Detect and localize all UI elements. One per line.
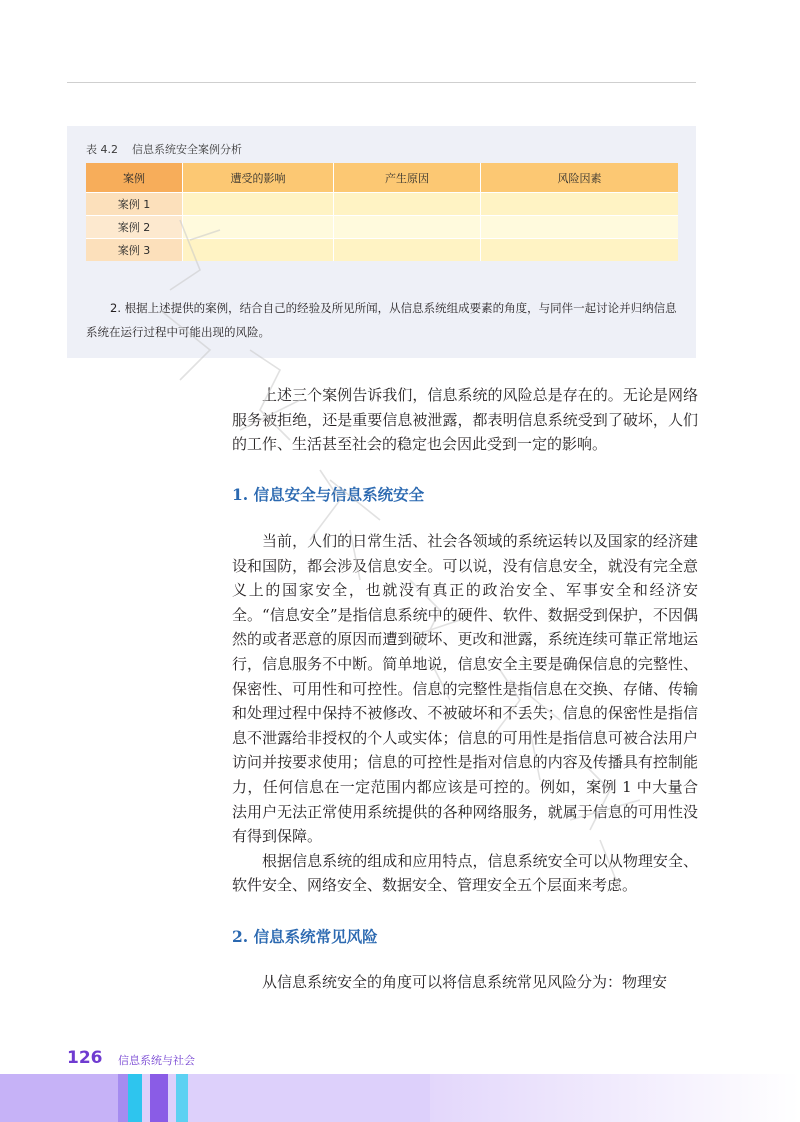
band-fade xyxy=(430,1074,800,1122)
table-caption xyxy=(86,141,242,157)
table-cell xyxy=(334,193,481,216)
header-cause: 产生原因 xyxy=(334,163,481,193)
section1-body xyxy=(232,529,698,898)
intro-paragraph xyxy=(232,383,698,457)
band-violet xyxy=(0,1074,130,1122)
table-row xyxy=(86,239,678,262)
header-risk-factor: 风险因素 xyxy=(481,163,679,193)
table-cell xyxy=(481,216,679,239)
header-case: 案例 xyxy=(86,163,183,193)
table-cell xyxy=(183,193,334,216)
table-cell xyxy=(183,239,334,262)
footer-color-band xyxy=(0,1074,800,1122)
page-number: 126 xyxy=(67,1048,103,1068)
table-cell xyxy=(334,239,481,262)
section-heading-2: 2. 信息系统常见风险 xyxy=(232,927,378,946)
top-rule xyxy=(67,82,696,83)
running-footer-title: 信息系统与社会 xyxy=(118,1054,195,1067)
table-header-row xyxy=(86,163,678,193)
table-cell xyxy=(334,216,481,239)
table-row xyxy=(86,193,678,216)
section-heading-1: 1. 信息安全与信息系统安全 xyxy=(232,485,425,504)
activity-question-2: 2. 根据上述提供的案例，结合自己的经验及所见所闻，从信息系统组成要素的角度，与同伴一起讨论并归纳信息系统在运行过程中可能出现的风险。 xyxy=(86,301,677,339)
case-analysis-table xyxy=(86,163,678,261)
table-row xyxy=(86,216,678,239)
band-cyan-stripe xyxy=(128,1074,142,1122)
table-title: 信息系统安全案例分析 xyxy=(132,143,242,156)
section1-paragraph-1: 当前，人们的日常生活、社会各领域的系统运转以及国家的经济建设和国防，都会涉及信息安全。可以说，没有信息安全，就没有完全意义上的国家安全，也就没有真正的政治安全、军事安全和经济安全。“信息安全”是指信息系统中的硬件、软件、数据受到保护，不因偶然的或者恶意的原因而遭到破坏、更改和泄露，系统连续可靠正常地运行，信息服务不中断。简单地说，信息安全主要是确保信息的完整性、保密性、可用性和可控性。信息的完整性是指信息在交换、存储、传输和处理过程中保持不被修改、不被破坏和不丢失；信息的保密性是指信息不泄露给非授权的个人或实体；信息的可用性是指信息可被合法用户访问并按要求使用；信息的可控性是指对信息的内容及传播具有控制能力，任何信息在一定范围内都应该是可控的。例如，案例 1 中大量合法用户无法正常使用系统提供的各种网络服务，就属于信息的可用性没有得到保障。 xyxy=(232,532,698,846)
section1-paragraph-2: 根据信息系统的组成和应用特点，信息系统安全可以从物理安全、软件安全、网络安全、数据安全、管理安全五个层面来考虑。 xyxy=(232,851,698,895)
intro-text: 上述三个案例告诉我们，信息系统的风险总是存在的。无论是网络服务被拒绝，还是重要信息被泄露，都表明信息系统受到了破坏，人们的工作、生活甚至社会的稳定也会因此受到一定的影响。 xyxy=(232,386,698,454)
table-cell xyxy=(183,216,334,239)
section2-body xyxy=(232,970,698,995)
band-purple-stripe xyxy=(150,1074,168,1122)
row-label: 案例 2 xyxy=(86,216,183,239)
band-light-cyan-stripe xyxy=(176,1074,188,1122)
table-number: 表 4.2 xyxy=(86,143,118,156)
table-cell xyxy=(481,239,679,262)
section2-paragraph-1: 从信息系统安全的角度可以将信息系统常见风险分为：物理安 xyxy=(262,973,668,991)
row-label: 案例 3 xyxy=(86,239,183,262)
header-impact: 遭受的影响 xyxy=(183,163,334,193)
table-cell xyxy=(481,193,679,216)
row-label: 案例 1 xyxy=(86,193,183,216)
